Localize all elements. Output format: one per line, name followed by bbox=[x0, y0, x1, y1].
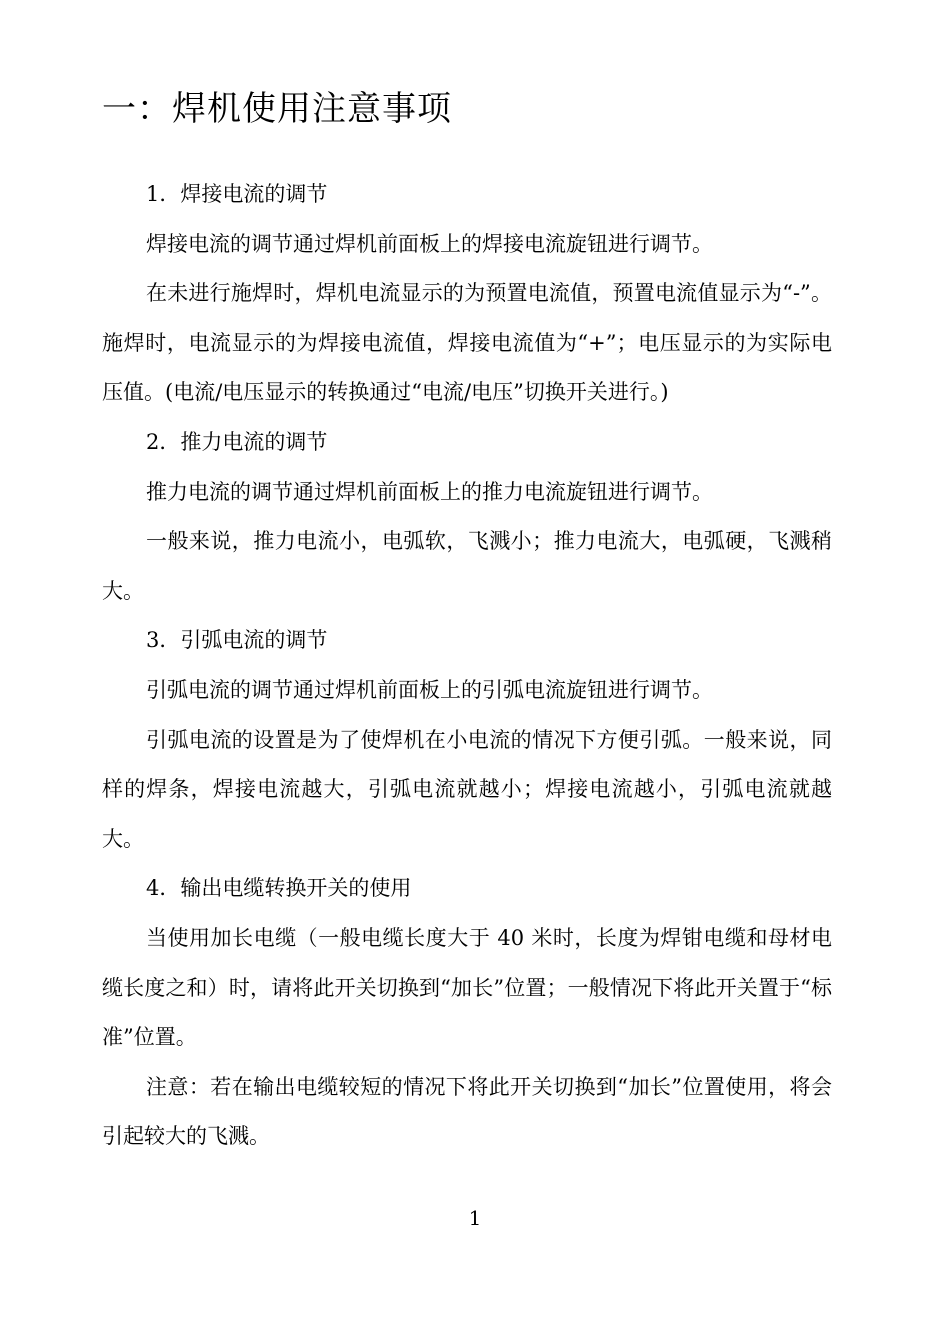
paragraph: 在未进行施焊时，焊机电流显示的为预置电流值，预置电流值显示为“-”。施焊时，电流显示的为焊接电流值，焊接电流值为“+”；电压显示的为实际电压值。(电流/电压显示的转换通过“电流/电压”切换开关进行。) bbox=[102, 281, 832, 405]
section-heading-thrust-current: 2．推力电流的调节 bbox=[146, 429, 328, 454]
page-title: 一：焊机使用注意事项 bbox=[102, 89, 452, 129]
paragraph: 引弧电流的设置是为了使焊机在小电流的情况下方便引弧。一般来说，同样的焊条，焊接电流越大，引弧电流就越小；焊接电流越小，引弧电流就越大。 bbox=[102, 727, 832, 851]
section-heading-output-cable-switch: 4．输出电缆转换开关的使用 bbox=[146, 876, 412, 901]
paragraph: 引弧电流的调节通过焊机前面板上的引弧电流旋钮进行调节。 bbox=[146, 677, 713, 702]
paragraph: 一般来说，推力电流小，电弧软，飞溅小；推力电流大，电弧硬，飞溅稍大。 bbox=[102, 529, 832, 603]
page-number: 1 bbox=[468, 1206, 482, 1230]
section-heading-arc-start-current: 3．引弧电流的调节 bbox=[146, 628, 328, 653]
note-paragraph: 注意：若在输出电缆较短的情况下将此开关切换到“加长”位置使用，将会引起较大的飞溅。 bbox=[102, 1074, 832, 1149]
paragraph: 推力电流的调节通过焊机前面板上的推力电流旋钮进行调节。 bbox=[146, 479, 713, 504]
paragraph: 焊接电流的调节通过焊机前面板上的焊接电流旋钮进行调节。 bbox=[146, 231, 713, 256]
section-heading-welding-current: 1．焊接电流的调节 bbox=[146, 182, 328, 206]
paragraph: 当使用加长电缆（一般电缆长度大于 40 米时，长度为焊钳电缆和母材电缆长度之和）时，请将此开关切换到“加长”位置；一般情况下将此开关置于“标准”位置。 bbox=[102, 925, 832, 1050]
document-body bbox=[102, 170, 832, 1162]
